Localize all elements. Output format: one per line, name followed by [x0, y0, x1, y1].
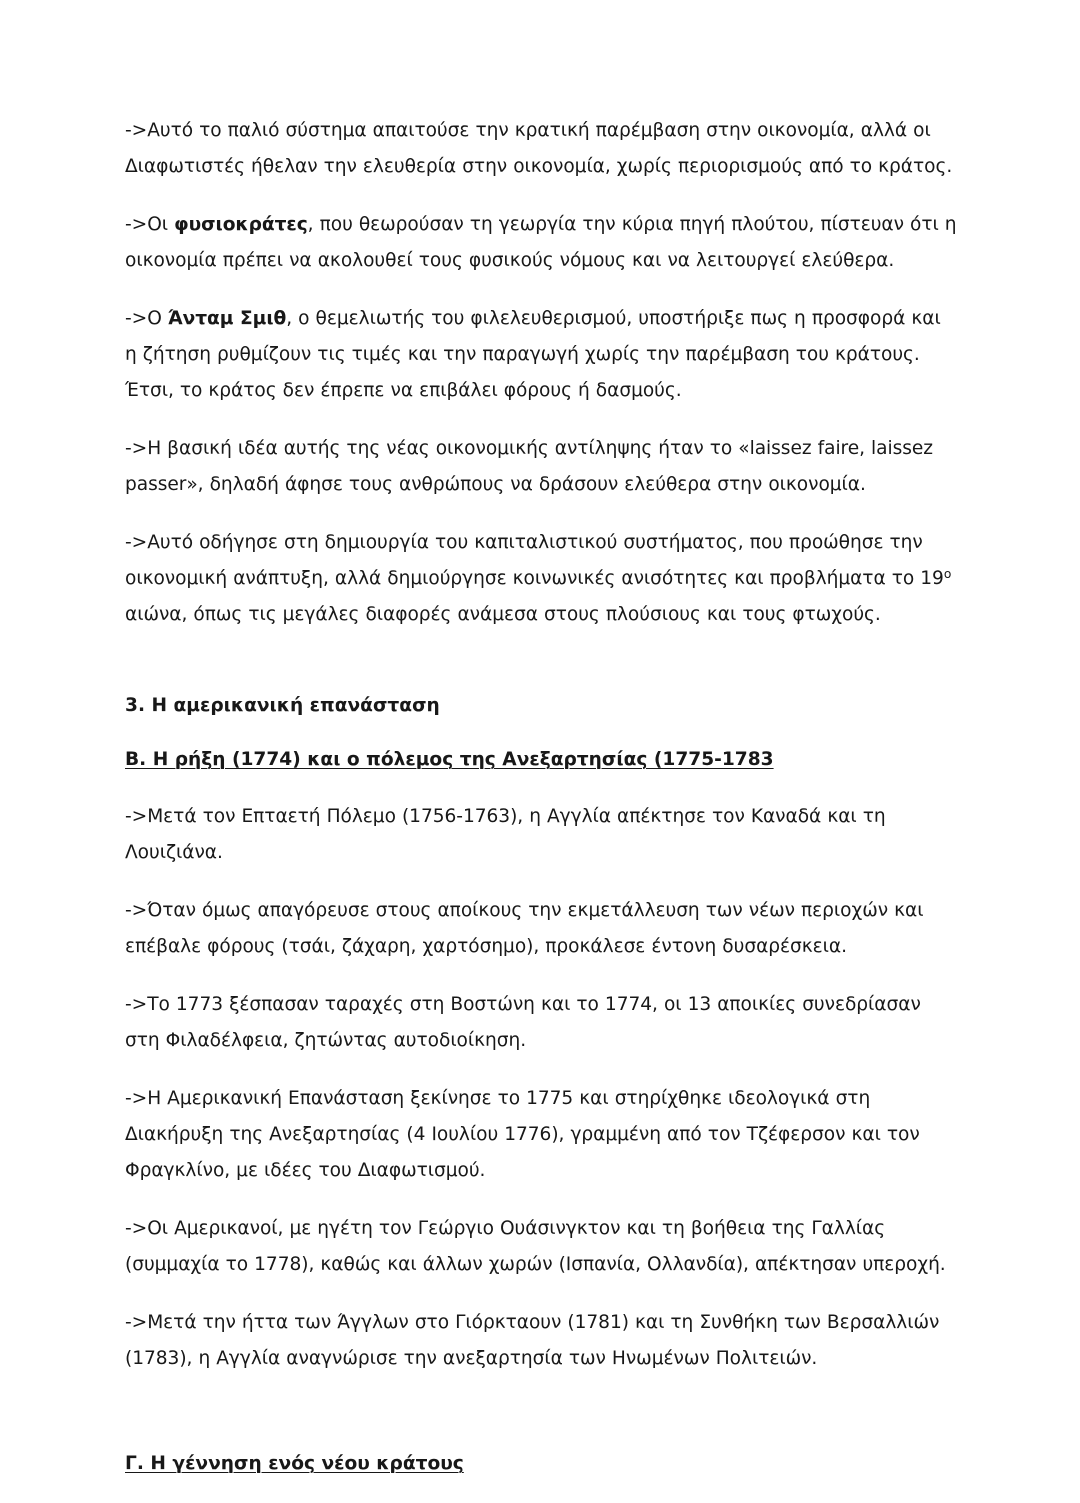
document-body	[125, 113, 957, 1503]
sub-heading-birth-of-new-state-text: Γ. Η γέννηση ενός νέου κράτους	[125, 1453, 464, 1474]
paragraph-physiocrats	[125, 207, 957, 279]
paragraph-colonial-taxes: ->Όταν όμως απαγόρευσε στους αποίκους την εκμετάλλευση των νέων περιοχών και επέβαλε φόρους (τσάι, ζάχαρη, χαρτόσημο), προκάλεσε έντονη δυσαρέσκεια.	[125, 900, 924, 957]
ordinal-superscript: ο	[943, 567, 952, 582]
paragraph-adam-smith-bold: Άνταμ Σμιθ	[167, 308, 287, 329]
sub-heading-rupture-and-war	[125, 745, 957, 775]
paragraph-capitalism-lead: ->Αυτό οδήγησε στη δημιουργία του καπιταλιστικού συστήματος, που προώθησε την οικονομική ανάπτυξη, αλλά δημιούργησε κοινωνικές ανισότητες και προβλήματα το 19	[125, 532, 944, 589]
paragraph-washington-france: ->Οι Αμερικανοί, με ηγέτη τον Γεώργιο Ουάσινγκτον και τη βοήθεια της Γαλλίας (συμμαχία το 1778), καθώς και άλλων χωρών (Ισπανία, Ολλανδία), απέκτησαν υπεροχή.	[125, 1218, 946, 1275]
paragraph-capitalism	[125, 525, 957, 633]
section-heading-american-revolution: 3. Η αμερικανική επανάσταση	[125, 695, 440, 716]
paragraph-laissez-faire: ->Η βασική ιδέα αυτής της νέας οικονομικής αντίληψης ήταν το «laissez faire, laissez passer», δηλαδή άφησε τους ανθρώπους να δράσουν ελεύθερα στην οικονομία.	[125, 438, 934, 495]
paragraph-declaration-independence: ->Η Αμερικανική Επανάσταση ξεκίνησε το 1775 και στηρίχθηκε ιδεολογικά στη Διακήρυξη της Ανεξαρτησίας (4 Ιουλίου 1776), γραμμένη από τον Τζέφερσον και τον Φραγκλίνο, με ιδέες του Διαφωτισμού.	[125, 1088, 920, 1181]
paragraph-adam-smith	[125, 301, 957, 409]
paragraph-old-system: ->Αυτό το παλιό σύστημα απαιτούσε την κρατική παρέμβαση στην οικονομία, αλλά οι Διαφωτιστές ήθελαν την ελευθερία στην οικονομία, χωρίς περιορισμούς από το κράτος.	[125, 120, 953, 177]
paragraph-physiocrats-lead: ->Οι	[125, 214, 175, 235]
paragraph-adam-smith-rest: , ο θεμελιωτής του φιλελευθερισμού, υποστήριξε πως η προσφορά και η ζήτηση ρυθμίζουν τις τιμές και την παραγωγή χωρίς την παρέμβαση του κράτους. Έτσι, το κράτος δεν έπρεπε να επιβάλει φόρους ή δασμούς.	[125, 308, 941, 401]
paragraph-physiocrats-rest: , που θεωρούσαν τη γεωργία την κύρια πηγή πλούτου, πίστευαν ότι η οικονομία πρέπει να ακολουθεί τους φυσικούς νόμους και να λειτουργεί ελεύθερα.	[125, 214, 957, 271]
paragraph-boston-philadelphia: ->Το 1773 ξέσπασαν ταραχές στη Βοστώνη και το 1774, οι 13 αποικίες συνεδρίασαν στη Φιλαδέλφεια, ζητώντας αυτοδιοίκηση.	[125, 994, 921, 1051]
sub-heading-rupture-and-war-text: Β. Η ρήξη (1774) και ο πόλεμος της Ανεξαρτησίας (1775-1783	[125, 749, 774, 770]
paragraph-yorktown-versailles: ->Μετά την ήττα των Άγγλων στο Γιόρκταουν (1781) και τη Συνθήκη των Βερσαλλιών (1783), η Αγγλία αναγνώρισε την ανεξαρτησία των Ηνωμένων Πολιτειών.	[125, 1312, 940, 1369]
paragraph-physiocrats-bold: φυσιοκράτες	[174, 214, 308, 235]
paragraph-adam-smith-lead: ->Ο	[125, 308, 168, 329]
paragraph-seven-years-war: ->Μετά τον Επταετή Πόλεμο (1756-1763), η Αγγλία απέκτησε τον Καναδά και τη Λουιζιάνα.	[125, 806, 886, 863]
sub-heading-birth-of-new-state	[125, 1449, 957, 1479]
paragraph-capitalism-rest: αιώνα, όπως τις μεγάλες διαφορές ανάμεσα στους πλούσιους και τους φτωχούς.	[125, 604, 881, 625]
